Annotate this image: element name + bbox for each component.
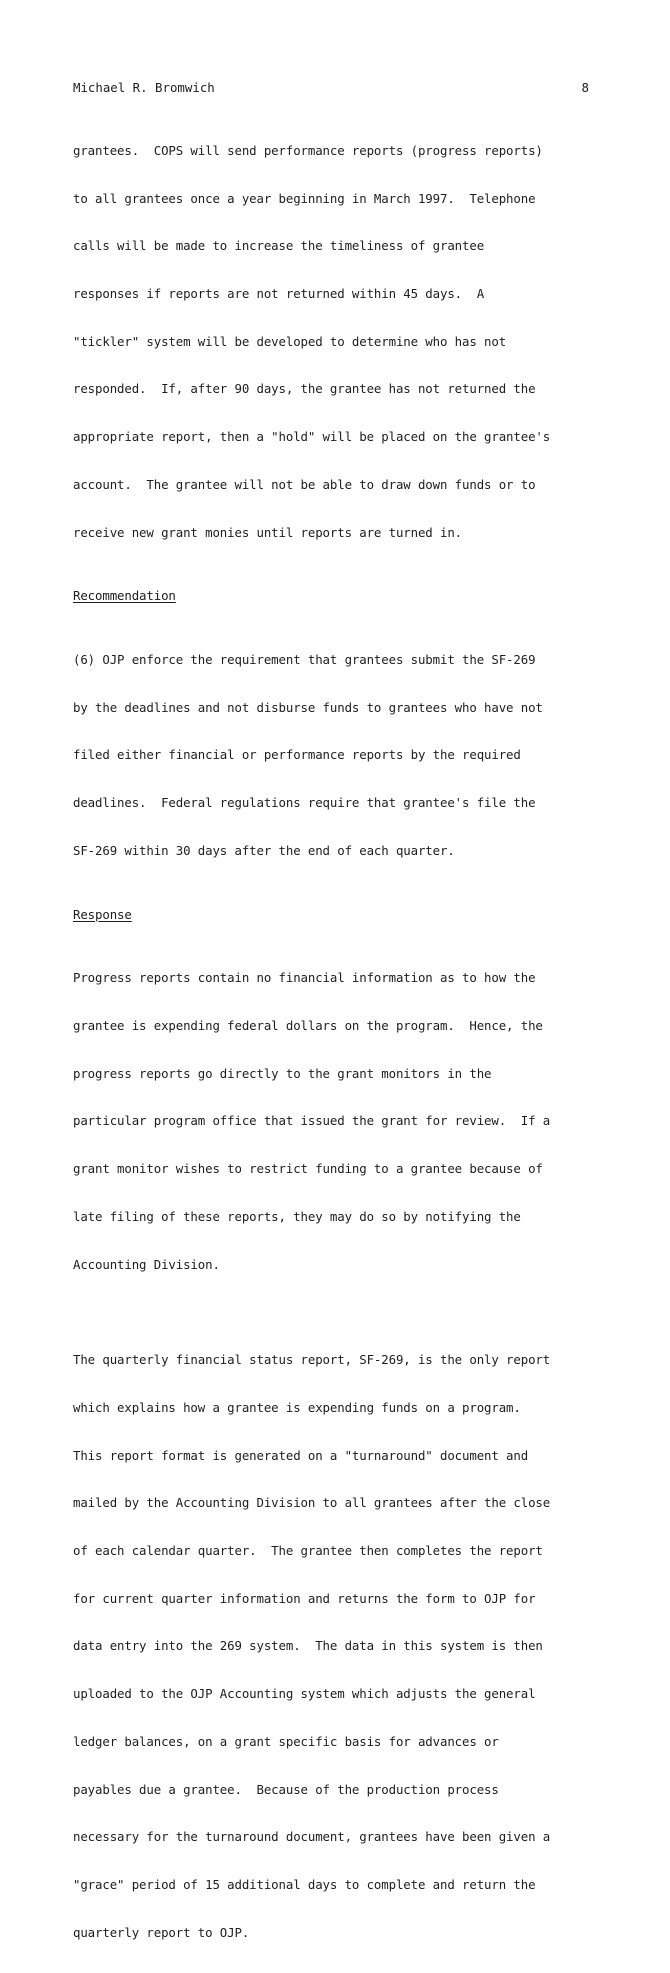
text-line: The quarterly financial status report, SF-269, is the only report xyxy=(73,1352,551,1368)
text-line: Accounting Division. xyxy=(73,1256,220,1272)
text-line: grant monitor wishes to restrict funding to a grantee because of xyxy=(73,1161,543,1177)
text-line: grantees. COPS will send performance reports (progress reports) xyxy=(73,142,543,158)
text-line: ledger balances, on a grant specific basis for advances or xyxy=(73,1733,499,1749)
text-line: data entry into the 269 system. The data in this system is then xyxy=(73,1638,543,1654)
text-line: payables due a grantee. Because of the production process xyxy=(73,1781,499,1797)
continuation-paragraph xyxy=(73,111,593,572)
text-line: receive new grant monies until reports are turned in. xyxy=(73,524,463,540)
text-line: "tickler" system will be developed to determine who has not xyxy=(73,333,507,349)
text-line: to all grantees once a year beginning in March 1997. Telephone xyxy=(73,190,536,206)
recommendation-paragraph xyxy=(73,620,593,890)
text-line: grantee is expending federal dollars on the program. Hence, the xyxy=(73,1018,543,1034)
text-line: Progress reports contain no financial information as to how the xyxy=(73,970,536,986)
text-line: which explains how a grantee is expending funds on a program. xyxy=(73,1399,521,1415)
text-line: deadlines. Federal regulations require that grantee's file the xyxy=(73,795,536,811)
text-line: SF-269 within 30 days after the end of each quarter. xyxy=(73,842,455,858)
text-line: for current quarter information and returns the form to OJP for xyxy=(73,1590,536,1606)
text-line: late filing of these reports, they may do so by notifying the xyxy=(73,1208,521,1224)
text-line: filed either financial or performance reports by the required xyxy=(73,747,521,763)
response-paragraph-2 xyxy=(73,1320,593,1972)
text-line: particular program office that issued the grant for review. If a xyxy=(73,1113,551,1129)
recommendation-heading: Recommendation xyxy=(73,588,176,604)
text-line: "grace" period of 15 additional days to complete and return the xyxy=(73,1877,536,1893)
text-line: mailed by the Accounting Division to all grantees after the close xyxy=(73,1495,551,1511)
text-line: progress reports go directly to the grant monitors in the xyxy=(73,1065,492,1081)
text-line: (6) OJP enforce the requirement that grantees submit the SF-269 xyxy=(73,652,536,667)
response-heading: Response xyxy=(73,906,132,922)
text-line: account. The grantee will not be able to draw down funds or to xyxy=(73,476,536,492)
page-number: 8 xyxy=(581,80,589,95)
text-line: responded. If, after 90 days, the grantee has not returned the xyxy=(73,381,536,397)
response-paragraph-1 xyxy=(73,939,593,1305)
text-line: necessary for the turnaround document, grantees have been given a xyxy=(73,1829,551,1845)
text-line: appropriate report, then a "hold" will be placed on the grantee's xyxy=(73,429,551,445)
text-line: calls will be made to increase the timeliness of grantee xyxy=(73,238,485,254)
text-line: responses if reports are not returned within 45 days. A xyxy=(73,285,485,301)
header-author: Michael R. Bromwich xyxy=(73,80,215,95)
text-line: of each calendar quarter. The grantee then completes the report xyxy=(73,1543,543,1559)
text-line: uploaded to the OJP Accounting system which adjusts the general xyxy=(73,1686,536,1702)
text-line: quarterly report to OJP. xyxy=(73,1924,250,1940)
running-header xyxy=(73,80,593,96)
text-line: by the deadlines and not disburse funds to grantees who have not xyxy=(73,699,543,715)
document-body xyxy=(73,111,593,1973)
text-line: This report format is generated on a "turnaround" document and xyxy=(73,1447,529,1463)
